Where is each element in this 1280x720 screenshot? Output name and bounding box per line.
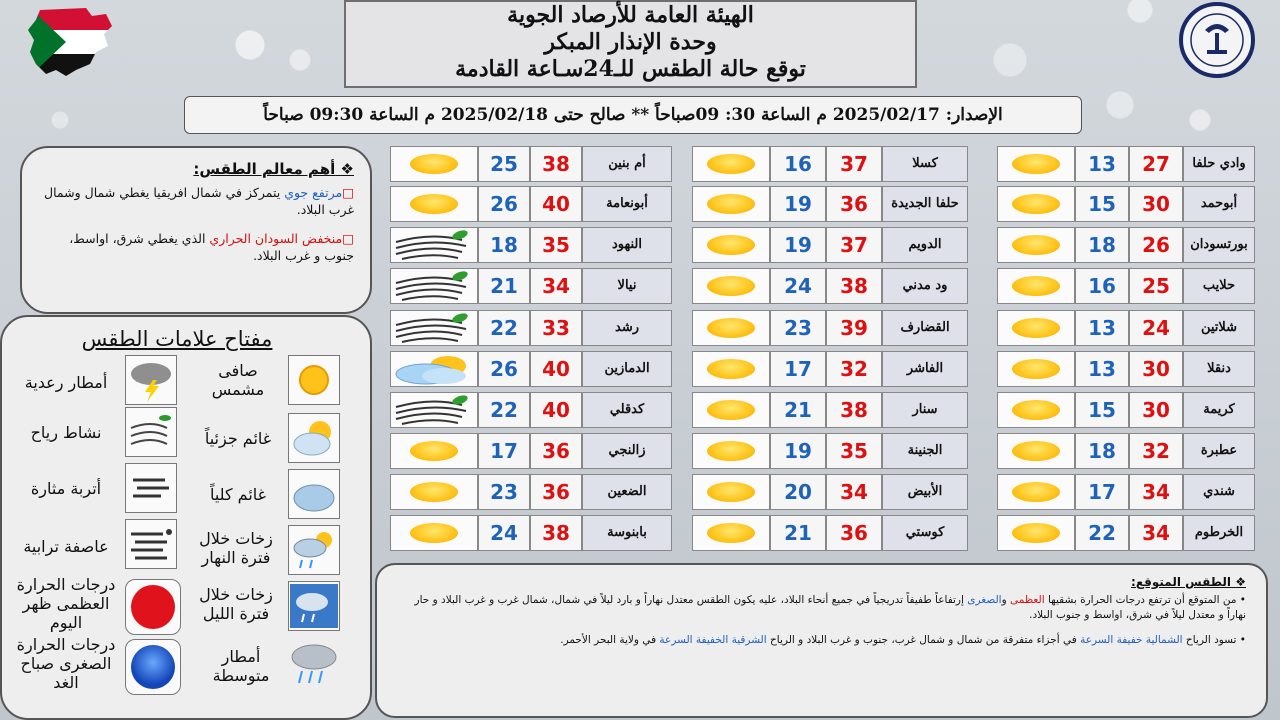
sunny-icon bbox=[692, 351, 770, 387]
sun-icon bbox=[707, 235, 755, 255]
feature-item bbox=[36, 230, 354, 264]
bullet-icon: ❖ bbox=[1235, 575, 1246, 589]
sun-icon bbox=[410, 482, 458, 502]
wind-icon bbox=[390, 268, 478, 304]
min-temp-value: 21 bbox=[478, 268, 530, 304]
max-temp-value: 40 bbox=[530, 351, 582, 387]
sun-icon bbox=[707, 359, 755, 379]
min-temp-value: 15 bbox=[1075, 186, 1129, 222]
sunny-icon bbox=[997, 351, 1075, 387]
sun-icon bbox=[707, 276, 755, 296]
city-name: الأبيض bbox=[882, 474, 968, 510]
max-temp-value: 35 bbox=[530, 227, 582, 263]
sun-icon bbox=[707, 441, 755, 461]
legend-label: غائم كلياً bbox=[209, 485, 267, 504]
city-name: الخرطوم bbox=[1183, 515, 1255, 551]
feature-text: يتمركز في شمال افريقيا يغطي شمال وشمال غرب البلاد. bbox=[44, 185, 354, 217]
max-temp-value: 40 bbox=[530, 392, 582, 428]
forecast-row bbox=[692, 392, 968, 428]
max-temp-value: 24 bbox=[1129, 310, 1183, 346]
city-name: أبونعامة bbox=[582, 186, 672, 222]
forecast-row bbox=[997, 351, 1255, 387]
max-temp-value: 30 bbox=[1129, 351, 1183, 387]
city-name: كوستي bbox=[882, 515, 968, 551]
sun-icon bbox=[1012, 235, 1060, 255]
forecast-row bbox=[692, 310, 968, 346]
max-temp-value: 35 bbox=[826, 433, 882, 469]
text-segment: من المتوقع أن ترتفع درجات الحرارة بشقيها bbox=[1044, 594, 1237, 606]
forecast-row bbox=[997, 515, 1255, 551]
legend-label: نشاط رياح bbox=[30, 423, 102, 442]
wind-highlight: الشمالية خفيفة السرعة bbox=[1080, 634, 1183, 646]
sunny-icon bbox=[390, 515, 478, 551]
issue-validity-bar bbox=[184, 96, 1082, 134]
min-temp-value: 22 bbox=[478, 392, 530, 428]
forecast-row bbox=[390, 227, 672, 263]
max-temp-value: 38 bbox=[826, 392, 882, 428]
sunny-icon bbox=[692, 268, 770, 304]
min-temp-value: 17 bbox=[478, 433, 530, 469]
max-temp-value: 40 bbox=[530, 186, 582, 222]
sun-icon bbox=[410, 523, 458, 543]
max-temp-value: 34 bbox=[530, 268, 582, 304]
min-temp-value: 25 bbox=[478, 146, 530, 182]
unit-name: وحدة الإنذار المبكر bbox=[544, 29, 717, 55]
wind-icon bbox=[390, 310, 478, 346]
features-title-text: أهم معالم الطقس: bbox=[193, 160, 336, 178]
legend-label: أمطار متوسطة bbox=[212, 647, 270, 685]
city-name: أم بنين bbox=[582, 146, 672, 182]
sunny-icon bbox=[997, 392, 1075, 428]
city-name: كسلا bbox=[882, 146, 968, 182]
expected-title-text: الطقس المتوقع: bbox=[1131, 575, 1232, 589]
text-segment: إرتفاعاً طفيفاً تدريجياً في جميع أنحاء البلاد، عليه يكون الطقس معتدل نهاراً و بارد ليلاً في شمال، شمال غرب و غرب البلاد و حار نهاراً و معتدل ليلاً في شرق، اواسط و جنوب البلاد. bbox=[414, 594, 1246, 621]
max-temp-value: 32 bbox=[1129, 433, 1183, 469]
sunny-icon bbox=[692, 146, 770, 182]
forecast-title: توقع حالة الطقس للـ24سـاعة القادمة bbox=[455, 56, 806, 82]
forecast-row bbox=[997, 186, 1255, 222]
forecast-row bbox=[692, 268, 968, 304]
dust-icon bbox=[125, 463, 177, 513]
sun-icon bbox=[707, 482, 755, 502]
sun-icon bbox=[1012, 194, 1060, 214]
legend-label: عاصفة ترابية bbox=[23, 537, 109, 556]
forecast-row bbox=[997, 433, 1255, 469]
city-name: حلايب bbox=[1183, 268, 1255, 304]
max-temp-value: 37 bbox=[826, 227, 882, 263]
min-temp-value: 23 bbox=[770, 310, 826, 346]
sun-icon bbox=[1012, 523, 1060, 543]
city-name: وادي حلفا bbox=[1183, 146, 1255, 182]
city-name: الدمازين bbox=[582, 351, 672, 387]
city-name: دنقلا bbox=[1183, 351, 1255, 387]
city-name: نيالا bbox=[582, 268, 672, 304]
min-temp-value: 18 bbox=[1075, 433, 1129, 469]
forecast-row bbox=[390, 392, 672, 428]
sun-icon bbox=[410, 194, 458, 214]
min-temp-icon bbox=[125, 639, 181, 695]
forecast-row bbox=[997, 392, 1255, 428]
feature-highlight: مرتفع جوي bbox=[284, 185, 343, 200]
sudan-flag-map bbox=[26, 4, 116, 84]
legend-title: مفتاح علامات الطقس bbox=[81, 327, 273, 351]
legend-label: زخات خلال فترة النهار bbox=[199, 529, 273, 567]
wind-activity-icon bbox=[125, 407, 177, 457]
max-temp-value: 38 bbox=[530, 146, 582, 182]
dust-storm-icon bbox=[125, 519, 177, 569]
min-temp-value: 21 bbox=[770, 515, 826, 551]
min-temp-value: 19 bbox=[770, 433, 826, 469]
max-temp-value: 36 bbox=[826, 186, 882, 222]
city-name: بابنوسة bbox=[582, 515, 672, 551]
expected-weather-panel bbox=[375, 563, 1268, 718]
city-name: النهود bbox=[582, 227, 672, 263]
features-title bbox=[36, 160, 354, 178]
city-name: الضعين bbox=[582, 474, 672, 510]
min-temp-value: 17 bbox=[770, 351, 826, 387]
legend-label: أتربة مثارة bbox=[30, 479, 102, 498]
max-temp-value: 32 bbox=[826, 351, 882, 387]
expected-paragraph: • تسود الرياح الشمالية خفيفة السرعة في أجزاء متفرقة من شمال و شمال غرب، جنوب و غرب البلاد و الرياح الشرقية الخفيفة السرعة في ولاية البحر الأحمر. bbox=[560, 634, 1246, 646]
city-name: شلاتين bbox=[1183, 310, 1255, 346]
wind-icon bbox=[390, 392, 478, 428]
sun-icon bbox=[410, 441, 458, 461]
min-temp-value: 23 bbox=[478, 474, 530, 510]
sunny-icon bbox=[997, 474, 1075, 510]
day-showers-icon bbox=[288, 525, 340, 575]
forecast-row bbox=[692, 146, 968, 182]
max-temp-value: 26 bbox=[1129, 227, 1183, 263]
expected-title bbox=[395, 575, 1246, 589]
sunny-icon bbox=[390, 433, 478, 469]
sun-icon bbox=[707, 154, 755, 174]
forecast-row bbox=[390, 268, 672, 304]
max-temp-value: 27 bbox=[1129, 146, 1183, 182]
sunny-icon bbox=[692, 227, 770, 263]
sunny-icon bbox=[997, 515, 1075, 551]
expected-paragraph: • من المتوقع أن ترتفع درجات الحرارة بشقيها العظمى والصغرى إرتفاعاً طفيفاً تدريجياً في جميع أنحاء البلاد، عليه يكون الطقس معتدل نهاراً و بارد ليلاً في شمال، شمال غرب و غرب البلاد و حار نهاراً و معتدل ليلاً في شرق، اواسط و جنوب البلاد. bbox=[414, 594, 1246, 621]
min-temp-value: 13 bbox=[1075, 351, 1129, 387]
sunny-icon bbox=[997, 268, 1075, 304]
min-temp-value: 16 bbox=[1075, 268, 1129, 304]
sunny-icon bbox=[692, 392, 770, 428]
max-temp-value: 38 bbox=[826, 268, 882, 304]
min-temp-value: 17 bbox=[1075, 474, 1129, 510]
sunny-icon bbox=[997, 310, 1075, 346]
city-name: كريمة bbox=[1183, 392, 1255, 428]
min-temp-value: 13 bbox=[1075, 310, 1129, 346]
min-temp-value: 18 bbox=[478, 227, 530, 263]
forecast-row bbox=[692, 351, 968, 387]
max-temp-value: 30 bbox=[1129, 392, 1183, 428]
sun-icon bbox=[1012, 482, 1060, 502]
forecast-row bbox=[692, 186, 968, 222]
max-temp-value: 36 bbox=[826, 515, 882, 551]
sun-icon bbox=[707, 318, 755, 338]
max-temp-value: 39 bbox=[826, 310, 882, 346]
city-name: أبوحمد bbox=[1183, 186, 1255, 222]
sun-icon bbox=[707, 400, 755, 420]
sun-icon bbox=[1012, 154, 1060, 174]
forecast-row bbox=[390, 146, 672, 182]
meteorological-authority-logo bbox=[1172, 0, 1262, 84]
sunny-icon bbox=[692, 186, 770, 222]
forecast-row bbox=[390, 351, 672, 387]
min-temp-value: 22 bbox=[478, 310, 530, 346]
night-showers-icon bbox=[288, 581, 340, 631]
sunny-icon bbox=[997, 146, 1075, 182]
sunny-icon bbox=[288, 355, 340, 405]
wind-icon bbox=[390, 227, 478, 263]
sunny-icon bbox=[692, 474, 770, 510]
checkbox-icon: □ bbox=[342, 185, 354, 200]
min-temp-value: 26 bbox=[478, 351, 530, 387]
sun-icon bbox=[410, 154, 458, 174]
sun-icon bbox=[707, 523, 755, 543]
forecast-row bbox=[997, 310, 1255, 346]
text-segment: و bbox=[1001, 594, 1010, 606]
max-highlight: العظمى bbox=[1010, 594, 1045, 606]
forecast-row bbox=[390, 433, 672, 469]
sun-icon bbox=[1012, 318, 1060, 338]
min-temp-value: 19 bbox=[770, 227, 826, 263]
agency-name: الهيئة العامة للأرصاد الجوية bbox=[507, 2, 754, 28]
city-name: الفاشر bbox=[882, 351, 968, 387]
partly-cloudy-icon bbox=[288, 413, 340, 463]
forecast-row bbox=[692, 474, 968, 510]
min-temp-value: 15 bbox=[1075, 392, 1129, 428]
legend-label: غائم جزئياً bbox=[204, 429, 272, 448]
bullet-icon: ❖ bbox=[340, 160, 354, 178]
legend-label: درجات الحرارة العظمى ظهر اليوم bbox=[16, 575, 116, 632]
city-name: الجنينة bbox=[882, 433, 968, 469]
weather-features-panel bbox=[20, 146, 372, 314]
forecast-row bbox=[692, 227, 968, 263]
max-temp-value: 37 bbox=[826, 146, 882, 182]
min-temp-value: 24 bbox=[770, 268, 826, 304]
sunny-icon bbox=[692, 433, 770, 469]
weather-legend-panel bbox=[0, 315, 372, 720]
city-name: ود مدني bbox=[882, 268, 968, 304]
feature-item bbox=[36, 184, 354, 218]
city-name: رشد bbox=[582, 310, 672, 346]
forecast-row bbox=[390, 310, 672, 346]
city-name: كدقلي bbox=[582, 392, 672, 428]
city-name: بورتسودان bbox=[1183, 227, 1255, 263]
legend-label: درجات الحرارة الصغرى صباح الغد bbox=[16, 635, 116, 692]
sun-icon bbox=[707, 194, 755, 214]
forecast-row bbox=[997, 268, 1255, 304]
text-segment: تسود الرياح bbox=[1182, 634, 1237, 646]
sunny-icon bbox=[997, 227, 1075, 263]
max-temp-icon bbox=[125, 579, 181, 635]
sunny-icon bbox=[390, 186, 478, 222]
max-temp-value: 34 bbox=[1129, 515, 1183, 551]
min-temp-value: 20 bbox=[770, 474, 826, 510]
text-segment: في ولاية البحر الأحمر. bbox=[560, 634, 660, 646]
feature-highlight: منخفض السودان الحراري bbox=[209, 231, 343, 246]
cloudy-icon bbox=[288, 469, 340, 519]
sunny-icon bbox=[997, 433, 1075, 469]
min-highlight: الصغرى bbox=[967, 594, 1002, 606]
sun-icon bbox=[1012, 400, 1060, 420]
wind-highlight: الشرقية الخفيفة السرعة bbox=[659, 634, 767, 646]
min-temp-value: 16 bbox=[770, 146, 826, 182]
max-temp-value: 25 bbox=[1129, 268, 1183, 304]
forecast-row bbox=[997, 146, 1255, 182]
forecast-row bbox=[997, 227, 1255, 263]
issue-validity-text: الإصدار: 2025/02/17 م الساعة 30: 09صباحاً ** صالح حتى 2025/02/18 م الساعة 09:30 صباحاً bbox=[263, 105, 1003, 125]
sunny-icon bbox=[390, 146, 478, 182]
forecast-row bbox=[692, 433, 968, 469]
forecast-row bbox=[390, 474, 672, 510]
sunny-icon bbox=[390, 474, 478, 510]
city-name: سنار bbox=[882, 392, 968, 428]
forecast-row bbox=[390, 186, 672, 222]
feature-text: الذي يغطي شرق، اواسط، جنوب و غرب البلاد. bbox=[69, 231, 354, 263]
min-temp-value: 19 bbox=[770, 186, 826, 222]
city-name: القضارف bbox=[882, 310, 968, 346]
forecast-row bbox=[390, 515, 672, 551]
header-title-box bbox=[344, 0, 917, 88]
legend-label: أمطار رعدية bbox=[24, 373, 108, 392]
max-temp-value: 34 bbox=[1129, 474, 1183, 510]
sunny-icon bbox=[997, 186, 1075, 222]
forecast-row bbox=[997, 474, 1255, 510]
min-temp-value: 22 bbox=[1075, 515, 1129, 551]
sunny-icon bbox=[692, 310, 770, 346]
text-segment: في أجزاء متفرقة من شمال و شمال غرب، جنوب و غرب البلاد و الرياح bbox=[766, 634, 1081, 646]
legend-label: صافى مشمس bbox=[211, 361, 265, 399]
max-temp-value: 34 bbox=[826, 474, 882, 510]
min-temp-value: 13 bbox=[1075, 146, 1129, 182]
partly-cloudy-icon bbox=[390, 351, 478, 387]
city-name: حلفا الجديدة bbox=[882, 186, 968, 222]
legend-label: زخات خلال فترة الليل bbox=[199, 585, 273, 623]
sun-icon bbox=[1012, 359, 1060, 379]
sunny-icon bbox=[692, 515, 770, 551]
min-temp-value: 26 bbox=[478, 186, 530, 222]
min-temp-value: 24 bbox=[478, 515, 530, 551]
min-temp-value: 21 bbox=[770, 392, 826, 428]
min-temp-value: 18 bbox=[1075, 227, 1129, 263]
thunderstorm-icon bbox=[125, 355, 177, 405]
forecast-row bbox=[692, 515, 968, 551]
city-name: الدويم bbox=[882, 227, 968, 263]
max-temp-value: 36 bbox=[530, 474, 582, 510]
sun-icon bbox=[1012, 441, 1060, 461]
city-name: شندي bbox=[1183, 474, 1255, 510]
max-temp-value: 36 bbox=[530, 433, 582, 469]
city-name: عطبرة bbox=[1183, 433, 1255, 469]
max-temp-value: 33 bbox=[530, 310, 582, 346]
sun-icon bbox=[1012, 276, 1060, 296]
max-temp-value: 30 bbox=[1129, 186, 1183, 222]
max-temp-value: 38 bbox=[530, 515, 582, 551]
moderate-rain-icon bbox=[288, 639, 340, 689]
city-name: زالنجي bbox=[582, 433, 672, 469]
checkbox-icon: □ bbox=[342, 231, 354, 246]
